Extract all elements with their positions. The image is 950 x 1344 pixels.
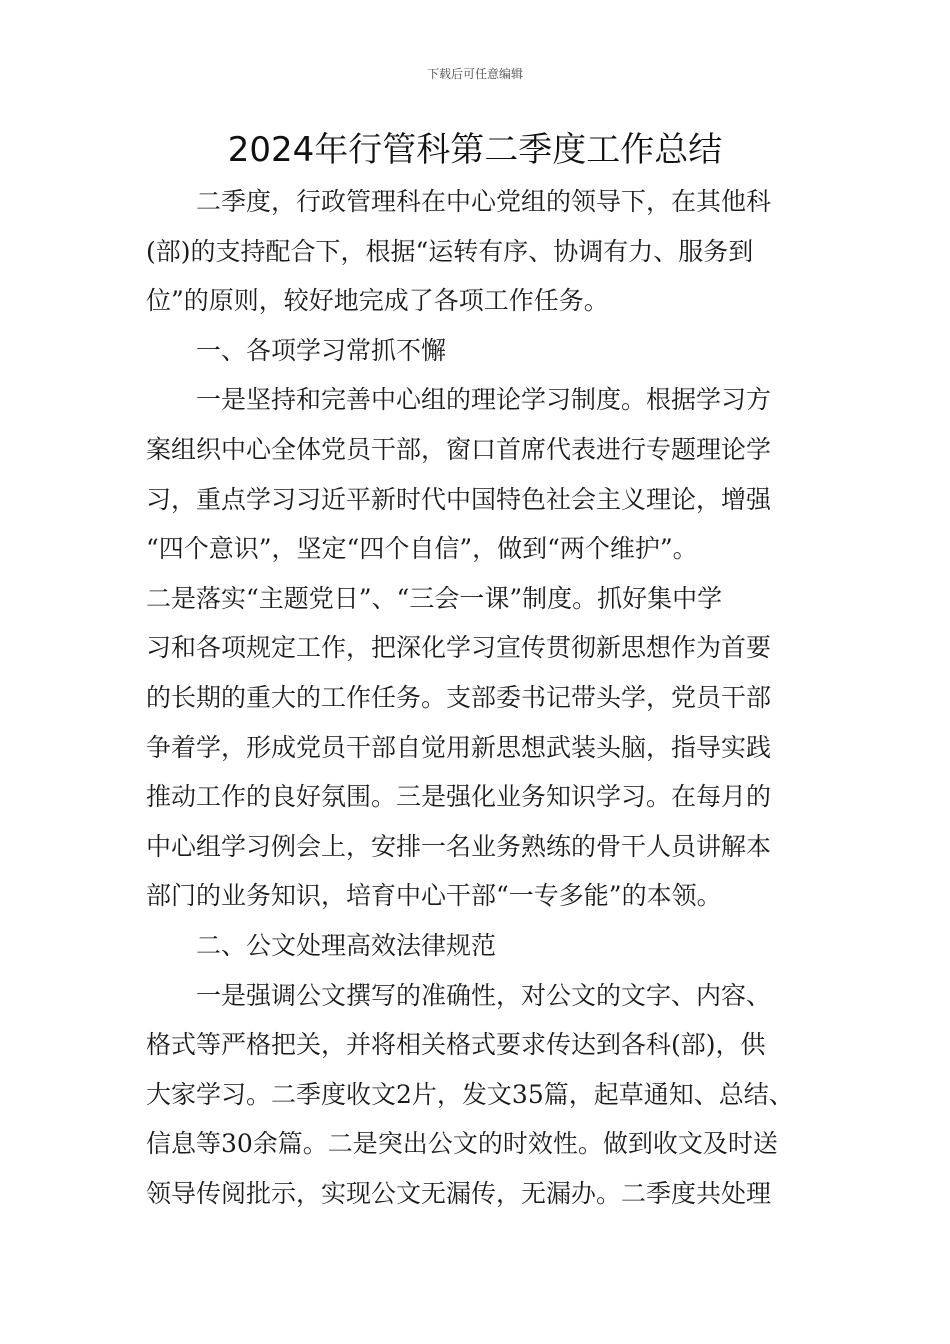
body-line: “四个意识”，坚定“四个自信”，做到“两个维护”。 bbox=[146, 534, 698, 564]
body-line: 中心组学习例会上，安排一名业务熟练的骨干人员讲解本 bbox=[146, 831, 772, 861]
body-line: 部门的业务知识，培育中心干部“一专多能”的本领。 bbox=[146, 881, 722, 911]
body-line: 信息等30余篇。二是突出公文的时效性。做到收文及时送 bbox=[146, 1129, 778, 1159]
body-line: 习和各项规定工作，把深化学习宣传贯彻新思想作为首要 bbox=[146, 633, 772, 663]
body-line: 一是坚持和完善中心组的理论学习制度。根据学习方 bbox=[196, 385, 772, 415]
body-line: 大家学习。二季度收文2片，发文35篇，起草通知、总结、 bbox=[146, 1079, 794, 1109]
body-line: (部)的支持配合下，根据“运转有序、协调有力、服务到 bbox=[146, 236, 754, 266]
body-line: 一是强调公文撰写的准确性，对公文的文字、内容、 bbox=[196, 980, 772, 1010]
document-title: 2024年行管科第二季度工作总结 bbox=[227, 130, 723, 170]
body-line: 的长期的重大的工作任务。支部委书记带头学，党员干部 bbox=[146, 682, 772, 712]
section-heading: 一、各项学习常抓不懈 bbox=[196, 335, 447, 365]
body-line: 二季度，行政管理科在中心党组的领导下，在其他科 bbox=[196, 187, 772, 216]
body-line: 案组织中心全体党员干部，窗口首席代表进行专题理论学 bbox=[146, 434, 772, 464]
body-line: 二是落实“主题党日”、“三会一课”制度。抓好集中学 bbox=[146, 583, 723, 613]
body-line: 格式等严格把关，并将相关格式要求传达到各科(部)，供 bbox=[146, 1030, 766, 1060]
header-note: 下载后可任意编辑 bbox=[426, 67, 523, 81]
body-line: 习，重点学习习近平新时代中国特色社会主义理论，增强 bbox=[146, 484, 772, 514]
body-line: 推动工作的良好氛围。三是强化业务知识学习。在每月的 bbox=[146, 782, 772, 812]
document-body bbox=[146, 177, 808, 1218]
body-line: 位”的原则，较好地完成了各项工作任务。 bbox=[146, 286, 609, 316]
section-heading: 二、公文处理高效法律规范 bbox=[196, 930, 497, 960]
body-line: 领导传阅批示，实现公文无漏传，无漏办。二季度共处理 bbox=[146, 1178, 772, 1208]
body-line: 争着学，形成党员干部自觉用新思想武装头脑，指导实践 bbox=[146, 732, 772, 762]
